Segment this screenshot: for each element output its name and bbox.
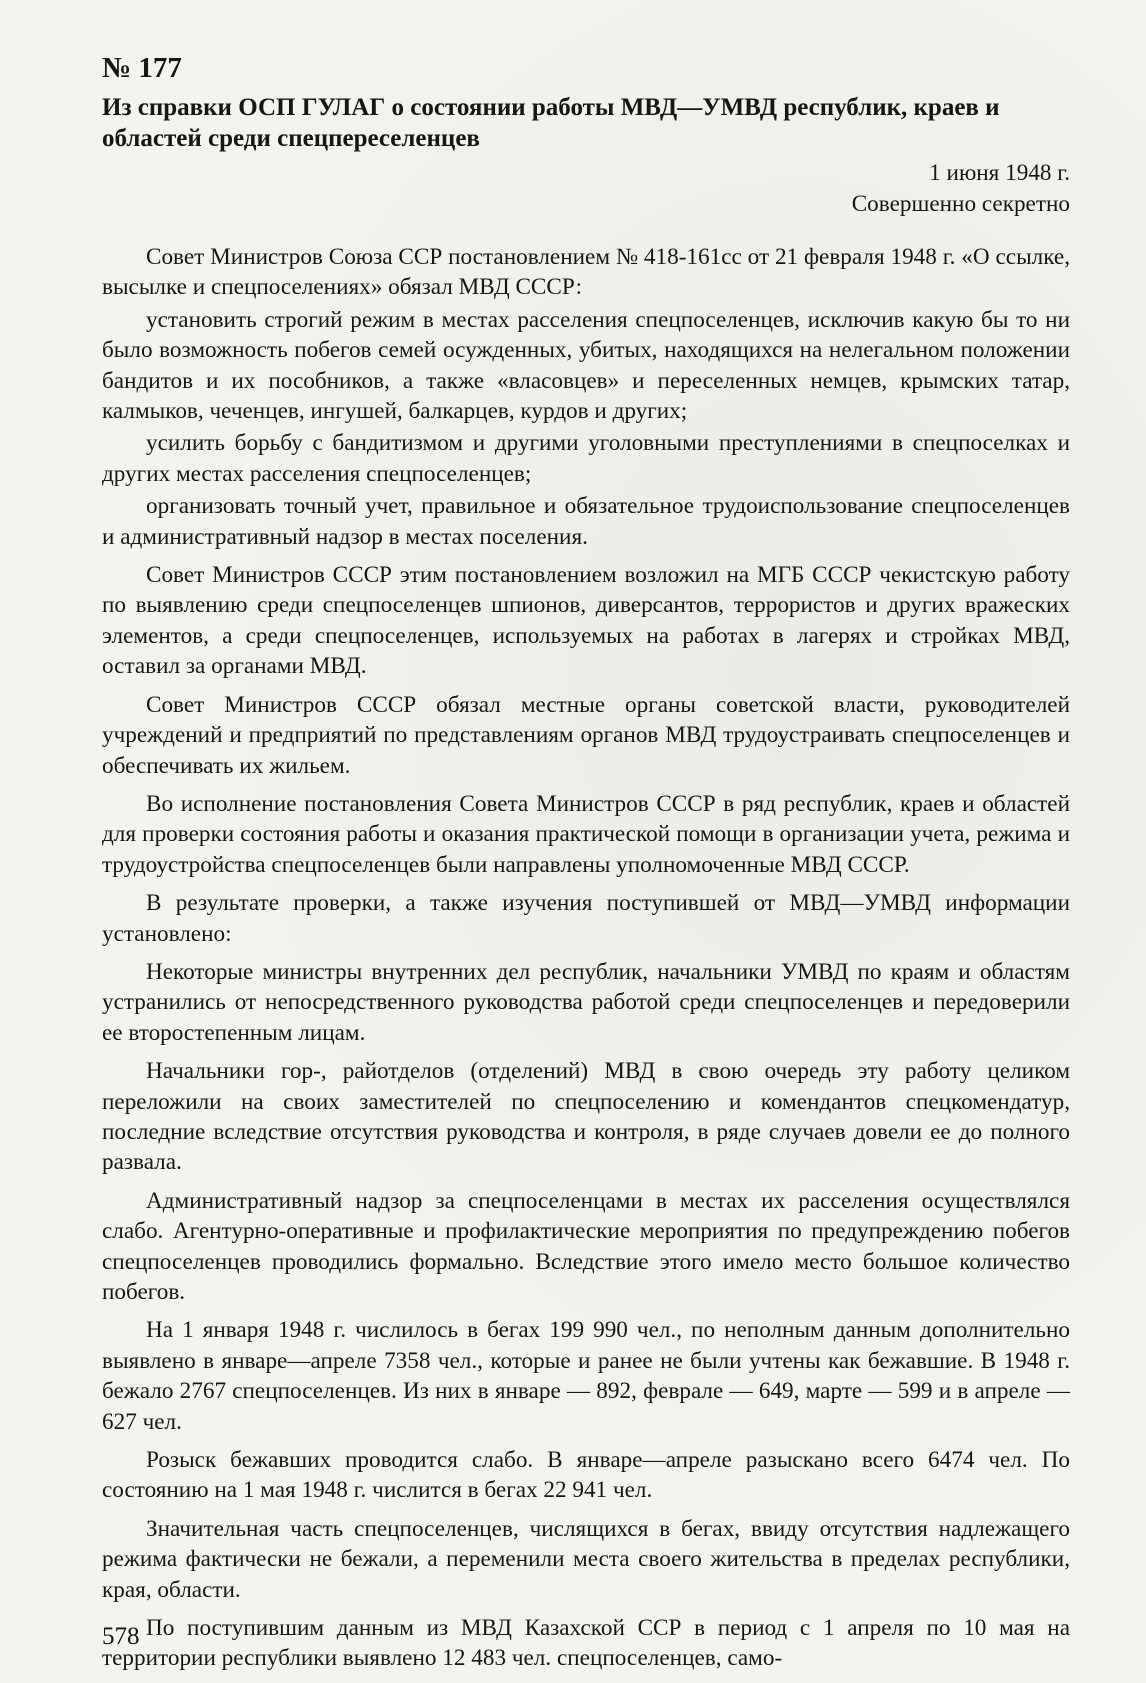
paragraph: В результате проверки, а также изучения поступившей от МВД—УМВД информации установлено: [102,890,1070,947]
page-number: 578 [102,1623,140,1650]
paragraph: По поступившим данным из МВД Казахской ССР в период с 1 апреля по 10 мая на территории республики выявлено 12 483 чел. спецпоселенцев, само- [102,1615,1070,1672]
paragraph: Во исполнение постановления Совета Министров СССР в ряд республик, краев и областей для проверки состояния работы и оказания практической помощи в организации учета, режима и трудоустройства спецпоселенцев были направлены уполномоченные МВД СССР. [102,790,1070,878]
paragraph: Начальники гор-, райотделов (отделений) МВД в свою очередь эту работу целиком переложили на своих заместителей по спецпоселению и комендантов спецкомендатур, последние вследствие отсутствия руководства и контроля, в ряде случаев довели ее до полного развала. [102,1058,1070,1176]
paragraph: Значительная часть спецпоселенцев, числящихся в бегах, ввиду отсутствия надлежащего режима фактически не бежали, а переменили места своего жительства в пределах республики, края, области. [102,1515,1070,1603]
paragraph: Некоторые министры внутренних дел республик, начальники УМВД по краям и областям устранились от непосредственного руководства работой среди спецпоселенцев и передоверили ее второстепенным лицам. [102,958,1070,1046]
paragraph: Совет Министров Союза ССР постановлением № 418-161сс от 21 февраля 1948 г. «О ссылке, высылке и спецпоселениях» обязал МВД СССР: [102,244,1070,301]
document-number: № 177 [102,52,182,84]
classification-stamp: Совершенно секретно [851,191,1070,217]
paragraph: Совет Министров СССР этим постановлением возложил на МГБ СССР чекистскую работу по выявлению среди спецпоселенцев шпионов, диверсантов, террористов и других вражеских элементов, а среди спецпоселенцев, используемых на работах в лагерях и стройках МВД, оставил за органами МВД. [102,562,1070,680]
document-date: 1 июня 1948 г. [929,160,1070,186]
paragraph: На 1 января 1948 г. числилось в бегах 199 990 чел., по неполным данным дополнительно выявлено в январе—апреле 7358 чел., которые и ранее не были учтены как бежавшие. В 1948 г. бежало 2767 спецпоселенцев. Из них в январе — 892, феврале — 649, марте — 599 и в апреле — 627 чел. [102,1317,1070,1435]
document-title: Из справки ОСП ГУЛАГ о состоянии работы МВД—УМВД республик, краев и областей среди спецпереселенцев [102,94,1000,152]
paragraph: Административный надзор за спецпоселенцами в местах их расселения осуществлялся слабо. Агентурно-оперативные и профилактические мероприятия по предупреждению побегов спецпоселенцев проводились формально. Вследствие этого имело место большое количество побегов. [102,1187,1070,1305]
document-body [102,50,1070,1682]
paragraph: установить строгий режим в местах расселения спецпоселенцев, исключив какую бы то ни было возможность побегов семей осужденных, убитых, находящихся на нелегальном положении бандитов и их пособников, а также «власовцев» и переселенных немцев, крымских татар, калмыков, чеченцев, ингушей, балкарцев, курдов и других; [102,306,1070,425]
paragraph: Совет Министров СССР обязал местные органы советской власти, руководителей учреждений и предприятий по представлениям органов МВД трудоустраивать спецпоселенцев и обеспечивать их жильем. [102,691,1070,779]
paragraph: усилить борьбу с бандитизмом и другими уголовными преступлениями в спецпоселках и других местах расселения спецпоселенцев; [102,430,1070,487]
paragraph: Розыск бежавших проводится слабо. В январе—апреле разыскано всего 6474 чел. По состоянию на 1 мая 1948 г. числится в бегах 22 941 чел. [102,1447,1070,1504]
paragraph: организовать точный учет, правильное и обязательное трудоиспользование спецпоселенцев и административный надзор в местах поселения. [102,493,1070,550]
